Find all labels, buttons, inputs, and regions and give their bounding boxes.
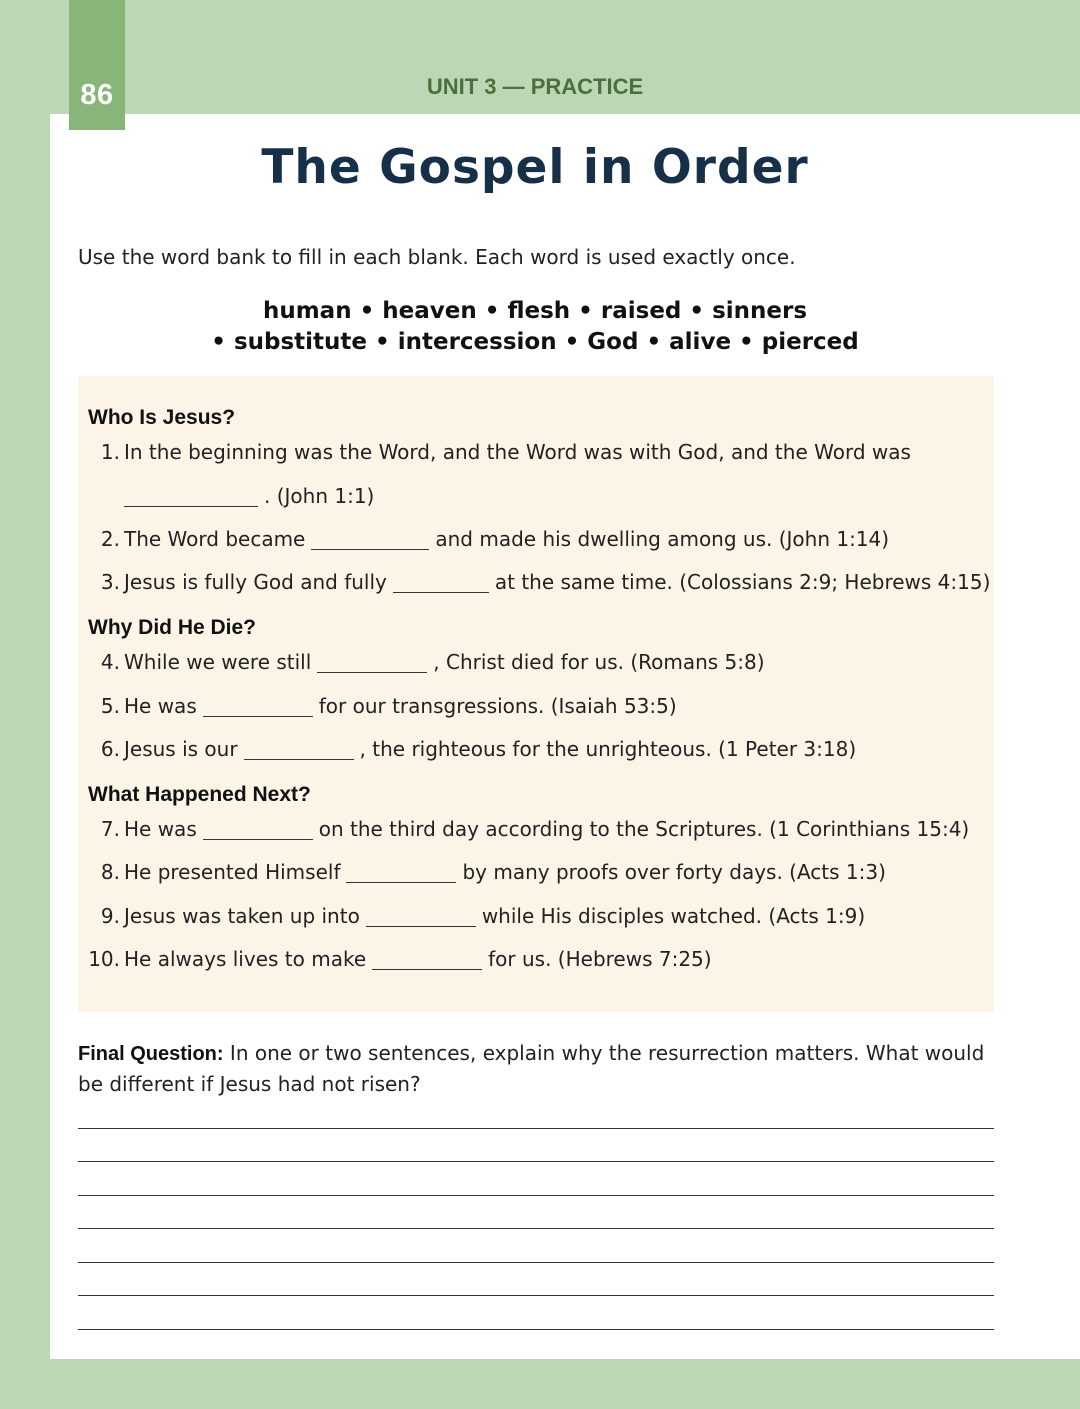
- question-text: Jesus is fully God and fully: [124, 570, 387, 594]
- question-6: [86, 737, 856, 761]
- question-text: He was: [124, 817, 197, 841]
- question-number: 1.: [100, 440, 120, 464]
- question-text: at the same time. (Colossians 2:9; Hebrews 4:15): [494, 570, 991, 594]
- answer-blank-2[interactable]: [311, 529, 429, 550]
- answer-line-7[interactable]: [78, 1329, 994, 1330]
- question-text: while His disciples watched. (Acts 1:9): [481, 904, 866, 928]
- answer-blank-8[interactable]: [346, 862, 456, 883]
- question-3: [86, 570, 990, 594]
- question-8: [86, 860, 886, 884]
- answer-line-6[interactable]: [78, 1295, 994, 1296]
- question-text: The Word became: [124, 527, 306, 551]
- question-text: He presented Himself: [124, 860, 341, 884]
- question-5: [86, 694, 677, 718]
- answer-line-4[interactable]: [78, 1228, 994, 1229]
- question-number: 3.: [100, 570, 120, 594]
- answer-line-5[interactable]: [78, 1262, 994, 1263]
- instructions: Use the word bank to fill in each blank. Each word is used exactly once.: [78, 245, 796, 269]
- page-number-tab: [69, 0, 125, 130]
- question-number: 5.: [100, 694, 120, 718]
- question-text: . (John 1:1): [264, 484, 375, 508]
- question-text: Jesus was taken up into: [124, 904, 360, 928]
- question-2: [86, 527, 889, 551]
- unit-header: UNIT 3 — PRACTICE: [426, 74, 644, 99]
- question-text: He was: [124, 694, 197, 718]
- final-question-label: Final Question:: [78, 1043, 224, 1065]
- page-title: The Gospel in Order: [261, 140, 809, 195]
- question-number: 6.: [100, 737, 120, 761]
- answer-blank-1[interactable]: [124, 486, 258, 507]
- answer-blank-3[interactable]: [393, 572, 489, 593]
- section-heading-why-did-he-die: Why Did He Die?: [88, 616, 257, 639]
- section-heading-who-is-jesus: Who Is Jesus?: [88, 406, 236, 429]
- answer-blank-10[interactable]: [372, 949, 482, 970]
- word-bank-line-2: • substitute • intercession • God • alive • pierced: [211, 329, 859, 355]
- page-number: 86: [80, 79, 114, 111]
- question-number: 10.: [88, 947, 120, 971]
- answer-blank-6[interactable]: [244, 739, 354, 760]
- question-number: 8.: [100, 860, 120, 884]
- question-7: [86, 817, 969, 841]
- question-number: 2.: [100, 527, 120, 551]
- final-question-text: In one or two sentences, explain why the resurrection matters. What would be different if Jesus had not risen?: [78, 1041, 985, 1096]
- question-text: for us. (Hebrews 7:25): [488, 947, 712, 971]
- answer-blank-7[interactable]: [203, 819, 313, 840]
- question-number: 7.: [100, 817, 120, 841]
- question-1-continued: [124, 484, 374, 508]
- question-text: on the third day according to the Scriptures. (1 Corinthians 15:4): [318, 817, 970, 841]
- question-4: [86, 650, 765, 674]
- question-text: by many proofs over forty days. (Acts 1:3): [462, 860, 886, 884]
- section-heading-what-happened-next: What Happened Next?: [88, 783, 311, 806]
- word-bank-line-1: human • heaven • flesh • raised • sinners: [262, 298, 808, 324]
- question-text: While we were still: [124, 650, 312, 674]
- question-text: He always lives to make: [124, 947, 367, 971]
- answer-blank-4[interactable]: [317, 652, 427, 673]
- answer-blank-9[interactable]: [366, 906, 476, 927]
- question-text: and made his dwelling among us. (John 1:14): [435, 527, 890, 551]
- question-text: Jesus is our: [124, 737, 238, 761]
- answer-line-1[interactable]: [78, 1128, 994, 1129]
- answer-line-3[interactable]: [78, 1195, 994, 1196]
- question-number: 9.: [100, 904, 120, 928]
- final-question: [78, 1038, 1003, 1099]
- question-text: , the righteous for the unrighteous. (1 Peter 3:18): [359, 737, 857, 761]
- question-10: [86, 947, 712, 971]
- question-1: [86, 440, 911, 464]
- question-text: for our transgressions. (Isaiah 53:5): [318, 694, 677, 718]
- question-text: , Christ died for us. (Romans 5:8): [433, 650, 765, 674]
- question-text: In the beginning was the Word, and the Word was with God, and the Word was: [124, 440, 911, 464]
- answer-blank-5[interactable]: [203, 696, 313, 717]
- word-bank: [130, 296, 940, 358]
- question-9: [86, 904, 865, 928]
- question-number: 4.: [100, 650, 120, 674]
- answer-line-2[interactable]: [78, 1161, 994, 1162]
